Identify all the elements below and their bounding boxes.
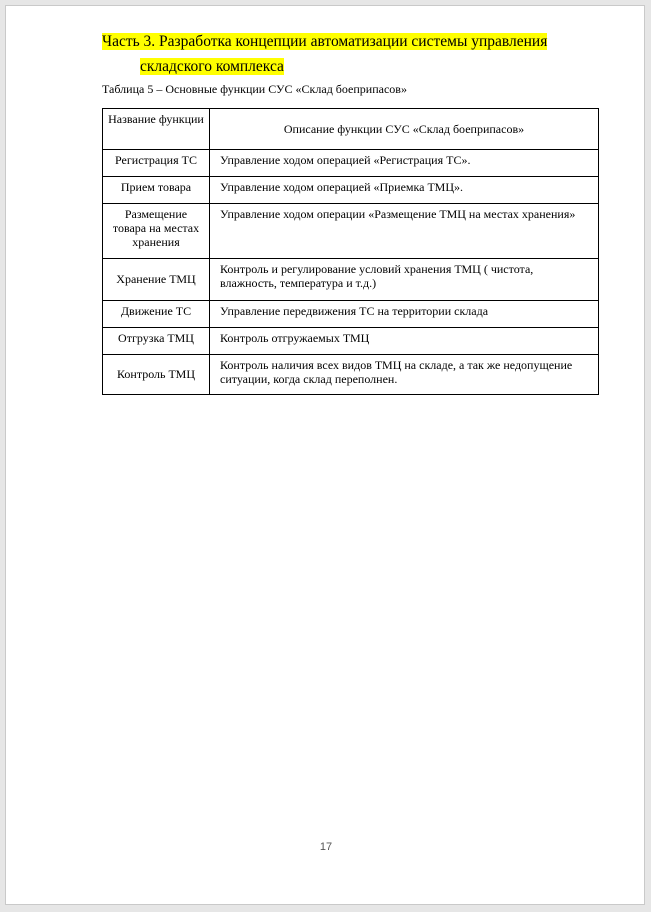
function-name-cell: Регистрация ТС: [103, 150, 210, 177]
table-row: [103, 259, 599, 301]
function-name-cell: Контроль ТМЦ: [103, 355, 210, 395]
section-heading: [102, 29, 547, 79]
function-description-cell: Контроль и регулирование условий хранения ТМЦ ( чистота, влажность, температура и т.д.): [210, 259, 599, 301]
function-description-cell: Контроль наличия всех видов ТМЦ на складе, а так же недопущение ситуации, когда склад переполнен.: [210, 355, 599, 395]
function-name-cell: Движение ТС: [103, 301, 210, 328]
function-description-cell: Управление ходом операцией «Регистрация ТС».: [210, 150, 599, 177]
function-name-cell: Прием товара: [103, 177, 210, 204]
table-row: [103, 150, 599, 177]
table-caption: Таблица 5 – Основные функции СУС «Склад боеприпасов»: [102, 82, 407, 96]
table-row: [103, 177, 599, 204]
heading-line-2: складского комплекса: [140, 58, 284, 75]
function-name-cell: Хранение ТМЦ: [103, 259, 210, 301]
document-page: [5, 5, 645, 905]
table-row: [103, 301, 599, 328]
function-description-cell: Контроль отгружаемых ТМЦ: [210, 328, 599, 355]
function-description-cell: Управление ходом операцией «Приемка ТМЦ».: [210, 177, 599, 204]
table-row: [103, 328, 599, 355]
function-name-cell: Отгрузка ТМЦ: [103, 328, 210, 355]
function-name-cell: Размещение товара на местах хранения: [103, 204, 210, 259]
function-description-cell: Управление передвижения ТС на территории склада: [210, 301, 599, 328]
table-row: [103, 204, 599, 259]
page-number: 17: [319, 841, 333, 853]
table-row: [103, 355, 599, 395]
table-header-row: [103, 109, 599, 150]
function-description-cell: Управление ходом операции «Размещение ТМЦ на местах хранения»: [210, 204, 599, 259]
heading-line-1: Часть 3. Разработка концепции автоматизации системы управления: [102, 33, 548, 50]
functions-table: [102, 108, 599, 395]
header-function-description: Описание функции СУС «Склад боеприпасов»: [210, 109, 599, 150]
header-function-name: Название функции: [103, 109, 210, 150]
